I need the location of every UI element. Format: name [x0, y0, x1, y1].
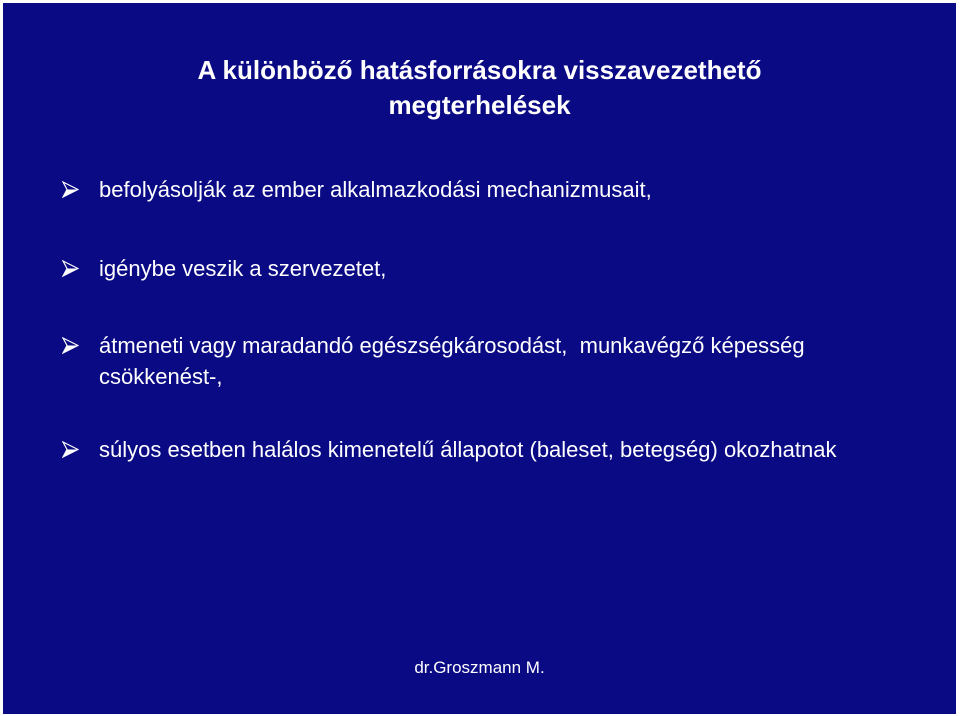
list-item-text: súlyos esetben halálos kimenetelű állapotot (baleset, betegség) okozhatnak: [99, 437, 837, 462]
title-line-1: A különböző hatásforrásokra visszavezethető: [197, 55, 762, 85]
arrowhead-bullet-icon: [62, 181, 79, 198]
list-item-text: befolyásolják az ember alkalmazkodási mechanizmusait,: [99, 177, 652, 202]
arrowhead-bullet-icon: [62, 441, 79, 458]
list-item: [62, 434, 882, 465]
title-line-2: megterhelések: [388, 90, 571, 120]
arrowhead-bullet-icon: [62, 260, 79, 277]
list-item-text: átmeneti vagy maradandó egészségkárosodást, munkavégző képesség csökkenést-,: [99, 333, 811, 389]
footer-author: dr.Groszmann M.: [414, 658, 545, 677]
bullet-list: [3, 3, 956, 714]
list-item: [62, 174, 882, 205]
list-item: [62, 253, 882, 284]
list-item: [62, 330, 882, 392]
arrowhead-bullet-icon: [62, 337, 79, 354]
slide: [3, 3, 956, 714]
list-item-text: igénybe veszik a szervezetet,: [99, 256, 387, 281]
